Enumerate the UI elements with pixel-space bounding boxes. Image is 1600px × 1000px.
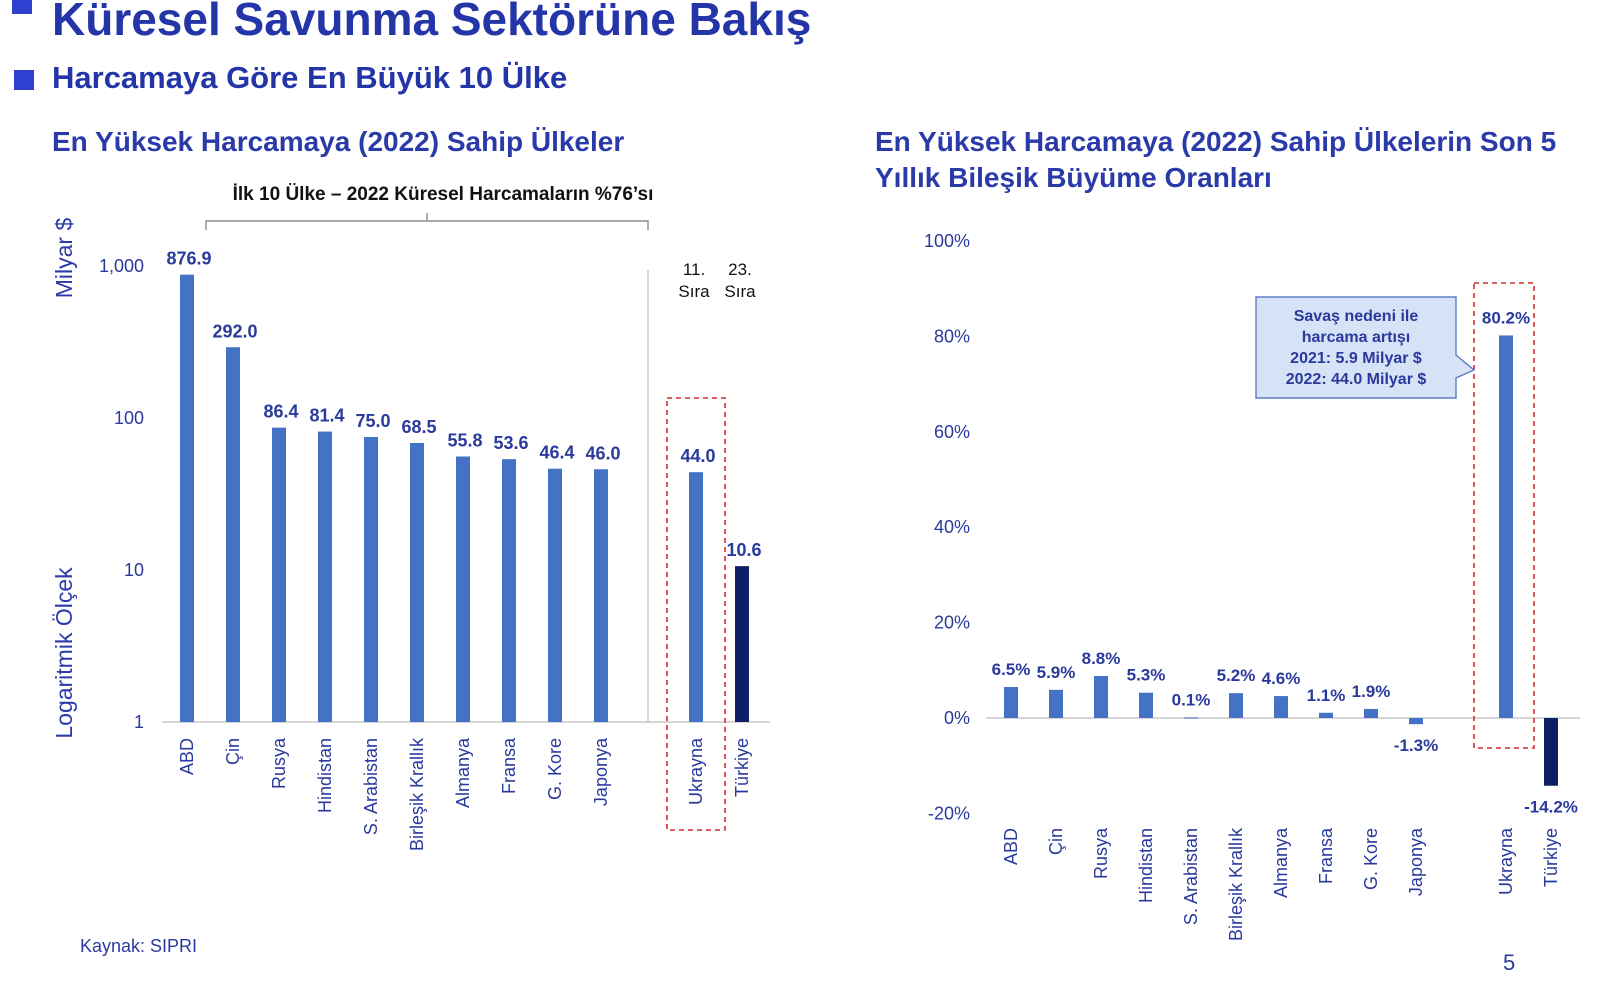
value-label-s-arabistan: 75.0 [355,410,391,431]
callout-line: 2022: 44.0 Milyar $ [1285,371,1427,388]
chart1-title: En Yüksek Harcamaya (2022) Sahip Ülkeler [52,126,625,157]
bar-s-arabistan [1184,718,1198,719]
y-tick-label: 10 [123,560,144,580]
x-tick-label-hindistan: Hindistan [315,738,335,814]
x-tick-label-abd: ABD [177,738,197,776]
x-tick-label-japonya: Japonya [1406,828,1426,897]
value-label-fransa: 53.6 [493,433,529,454]
x-tick-label-almanya: Almanya [1271,828,1291,899]
y-axis-label-bottom: Logaritmik Ölçek [51,567,77,739]
bar-rusya [1094,676,1108,718]
value-label-rusya: 86.4 [263,401,299,422]
bar-cin [1049,690,1063,718]
value-label-g-kore: 46.4 [539,442,575,463]
value-label-cin: 5.9% [1036,662,1076,682]
bar-japonya [1409,718,1423,724]
y-tick-label: 0% [943,708,970,728]
x-tick-label-turkiye: Türkiye [1541,828,1561,888]
x-tick-label-turkiye: Türkiye [732,738,752,798]
bar-abd [1004,687,1018,718]
page-title: Küresel Savunma Sektörüne Bakış [52,0,812,45]
value-label-birlesik-krallik: 5.2% [1216,666,1256,686]
x-tick-label-hindistan: Hindistan [1136,828,1156,904]
bar-ukrayna [1499,335,1513,718]
value-label-hindistan: 5.3% [1126,665,1166,685]
y-axis-label-top: Milyar $ [51,217,77,299]
x-tick-label-s-arabistan: S. Arabistan [1181,828,1201,926]
x-tick-label-cin: Çin [1046,828,1066,856]
y-tick-label: 60% [933,421,970,442]
x-tick-label-fransa: Fransa [499,738,519,795]
bar-birlesik-krallik [1229,693,1243,718]
y-tick-label: -20% [927,803,970,824]
y-tick-label: 40% [933,517,970,538]
x-tick-label-ukrayna: Ukrayna [1496,828,1516,896]
section-title: Harcamaya Göre En Büyük 10 Ülke [52,60,568,95]
rank-label: Sıra [678,282,710,301]
callout-line: 2021: 5.9 Milyar $ [1290,350,1422,367]
value-label-ukrayna: 80.2% [1481,308,1531,328]
value-label-hindistan: 81.4 [309,405,345,426]
x-tick-label-g-kore: G. Kore [1361,828,1381,891]
x-tick-label-birlesik-krallik: Birleşik Krallık [407,738,427,852]
y-tick-label: 80% [933,326,970,347]
source-note: Kaynak: SIPRI [80,936,198,956]
x-tick-label-birlesik-krallik: Birleşik Krallık [1226,828,1246,942]
callout-line: Savaş nedeni ile [1293,308,1419,325]
value-label-japonya: -1.3% [1393,736,1439,756]
value-label-turkiye: -14.2% [1524,797,1578,817]
value-label-abd: 876.9 [166,248,212,269]
bar-fransa [1319,713,1333,718]
value-label-abd: 6.5% [991,659,1031,679]
y-tick-label: 1 [133,712,144,732]
value-label-g-kore: 1.9% [1351,681,1391,701]
value-label-s-arabistan: 0.1% [1171,690,1211,710]
value-label-rusya: 8.8% [1081,649,1121,669]
value-label-birlesik-krallik: 68.5 [401,416,437,437]
y-tick-label: 100% [923,231,970,251]
value-label-turkiye: 10.6 [726,540,762,561]
rank-label: Sıra [724,282,756,301]
x-tick-label-s-arabistan: S. Arabistan [361,738,381,836]
chart2-title: En Yüksek Harcamaya (2022) Sahip Ülkelerin Son 5 Yıllık Bileşik Büyüme Oranları [875,126,1557,193]
y-tick-label: 20% [933,612,970,633]
x-tick-label-rusya: Rusya [269,738,289,790]
rank-label: 11. [682,260,706,279]
callout-line: harcama artışı [1301,329,1411,346]
x-tick-label-rusya: Rusya [1091,828,1111,880]
x-tick-label-g-kore: G. Kore [545,738,565,801]
value-label-almanya: 4.6% [1261,669,1301,689]
x-tick-label-cin: Çin [223,738,243,766]
page-number: 5 [1503,950,1516,975]
x-tick-label-japonya: Japonya [591,738,611,807]
value-label-ukrayna: 44.0 [680,446,716,467]
bracket-label: İlk 10 Ülke – 2022 Küresel Harcamaların %76’sı [232,184,654,205]
x-tick-label-almanya: Almanya [453,738,473,809]
bar-g-kore [1364,709,1378,718]
rank-label: 23. [728,260,752,279]
value-label-fransa: 1.1% [1306,685,1346,705]
x-tick-label-abd: ABD [1001,828,1021,866]
value-label-japonya: 46.0 [585,443,621,464]
x-tick-label-ukrayna: Ukrayna [686,738,706,806]
value-label-almanya: 55.8 [447,430,483,451]
bar-almanya [1274,696,1288,718]
bar-turkiye [1544,718,1558,786]
bar-hindistan [1139,693,1153,718]
x-tick-label-fransa: Fransa [1316,828,1336,885]
value-label-cin: 292.0 [212,321,258,342]
y-tick-label: 100 [113,408,144,428]
y-tick-label: 1,000 [98,256,144,276]
